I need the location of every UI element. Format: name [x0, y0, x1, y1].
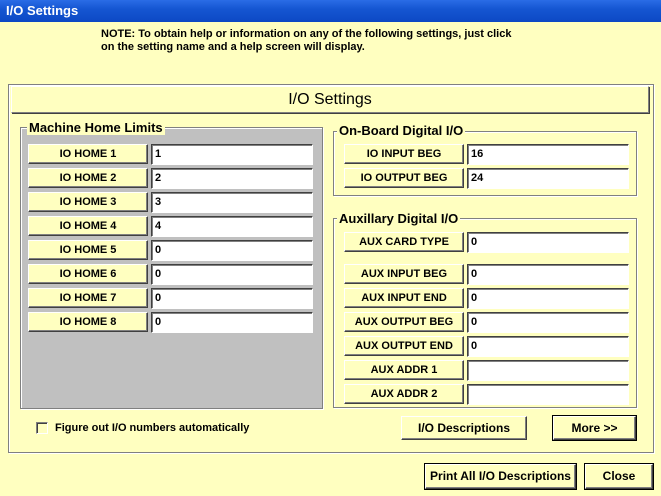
io-home-6-button[interactable]: IO HOME 6	[28, 264, 148, 284]
io-home-6-field[interactable]: 0	[151, 264, 313, 285]
window-title: I/O Settings	[0, 0, 661, 22]
onboard-digital-io-title: On-Board Digital I/O	[339, 123, 464, 138]
aux-addr-1-field[interactable]	[467, 360, 629, 381]
io-input-beg-button[interactable]: IO INPUT BEG	[344, 144, 464, 164]
help-note-line-2: on the setting name and a help screen will display.	[101, 41, 365, 53]
aux-addr-1-button[interactable]: AUX ADDR 1	[344, 360, 464, 380]
auto-io-numbers-label[interactable]: Figure out I/O numbers automatically	[55, 422, 250, 434]
io-home-2-field[interactable]: 2	[151, 168, 313, 189]
aux-output-beg-button[interactable]: AUX OUTPUT BEG	[344, 312, 464, 332]
io-home-4-field[interactable]: 4	[151, 216, 313, 237]
io-home-1-field[interactable]: 1	[151, 144, 313, 165]
io-output-beg-field[interactable]: 24	[467, 168, 629, 189]
io-home-2-button[interactable]: IO HOME 2	[28, 168, 148, 188]
io-input-beg-field[interactable]: 16	[467, 144, 629, 165]
aux-card-type-field[interactable]: 0	[467, 232, 629, 253]
aux-output-end-field[interactable]: 0	[467, 336, 629, 357]
close-button[interactable]: Close	[585, 464, 653, 489]
io-home-1-button[interactable]: IO HOME 1	[28, 144, 148, 164]
io-home-7-button[interactable]: IO HOME 7	[28, 288, 148, 308]
aux-input-end-button[interactable]: AUX INPUT END	[344, 288, 464, 308]
aux-input-beg-button[interactable]: AUX INPUT BEG	[344, 264, 464, 284]
machine-home-limits-title: Machine Home Limits	[29, 120, 163, 135]
aux-output-beg-field[interactable]: 0	[467, 312, 629, 333]
io-home-8-button[interactable]: IO HOME 8	[28, 312, 148, 332]
aux-addr-2-button[interactable]: AUX ADDR 2	[344, 384, 464, 404]
io-output-beg-button[interactable]: IO OUTPUT BEG	[344, 168, 464, 188]
help-note	[101, 28, 571, 54]
aux-input-beg-field[interactable]: 0	[467, 264, 629, 285]
io-home-4-button[interactable]: IO HOME 4	[28, 216, 148, 236]
io-home-5-field[interactable]: 0	[151, 240, 313, 261]
io-descriptions-button[interactable]: I/O Descriptions	[401, 416, 527, 440]
io-home-3-button[interactable]: IO HOME 3	[28, 192, 148, 212]
io-home-5-button[interactable]: IO HOME 5	[28, 240, 148, 260]
help-note-line-1: NOTE: To obtain help or information on any of the following settings, just click	[101, 28, 512, 40]
aux-output-end-button[interactable]: AUX OUTPUT END	[344, 336, 464, 356]
aux-addr-2-field[interactable]	[467, 384, 629, 405]
io-home-8-field[interactable]: 0	[151, 312, 313, 333]
print-all-descriptions-button[interactable]: Print All I/O Descriptions	[425, 464, 576, 489]
aux-input-end-field[interactable]: 0	[467, 288, 629, 309]
auto-io-numbers-checkbox[interactable]	[36, 422, 48, 434]
aux-card-type-button[interactable]: AUX CARD TYPE	[344, 232, 464, 252]
more-button[interactable]: More >>	[553, 416, 636, 440]
io-home-3-field[interactable]: 3	[151, 192, 313, 213]
io-home-7-field[interactable]: 0	[151, 288, 313, 309]
panel-header: I/O Settings	[11, 86, 649, 113]
auxillary-digital-io-title: Auxillary Digital I/O	[339, 211, 459, 226]
